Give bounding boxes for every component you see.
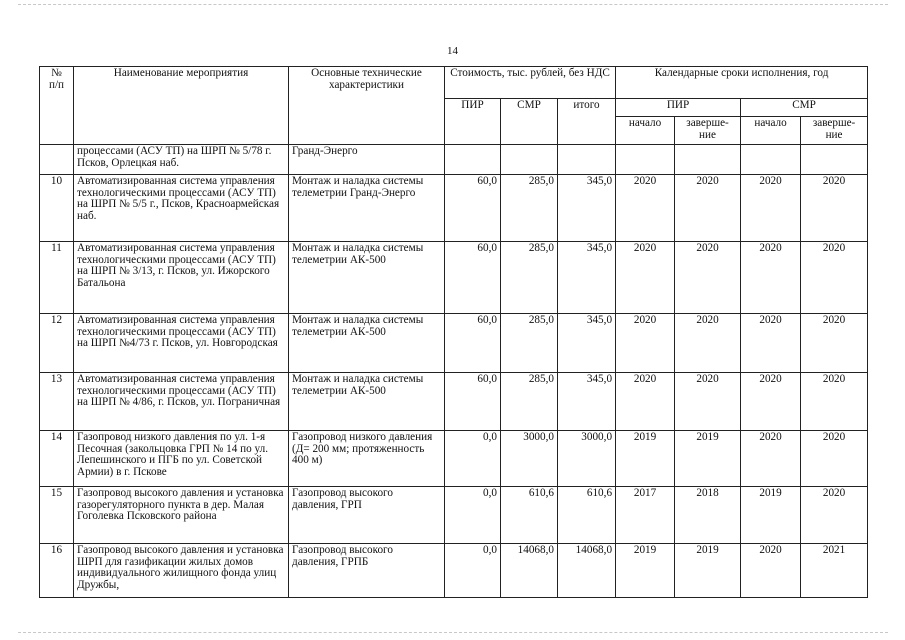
table-row bbox=[40, 175, 868, 242]
row-number: 14 bbox=[40, 431, 74, 487]
row-pir-start: 2020 bbox=[616, 314, 675, 373]
row-cost-total: 14068,0 bbox=[558, 544, 616, 598]
row-smr-start: 2020 bbox=[741, 431, 801, 487]
row-smr-end: 2020 bbox=[801, 242, 868, 314]
row-cost-smr: 3000,0 bbox=[501, 431, 558, 487]
row-name: Автоматизированная система управления технологическими процессами (АСУ ТП) на ШРП № 4/86, г. Псков, ул. Пограничная bbox=[74, 373, 289, 431]
table-row bbox=[40, 544, 868, 598]
row-smr-end: 2021 bbox=[801, 544, 868, 598]
row-name: процессами (АСУ ТП) на ШРП № 5/78 г. Псков, Орлецкая наб. bbox=[74, 145, 289, 175]
row-smr-start: 2020 bbox=[741, 544, 801, 598]
row-tech: Монтаж и наладка системы телеметрии Гранд-Энерго bbox=[289, 175, 445, 242]
row-pir-start: 2019 bbox=[616, 544, 675, 598]
row-pir-end: 2020 bbox=[675, 242, 741, 314]
row-tech: Газопровод низкого давления (Д= 200 мм; протяженность 400 м) bbox=[289, 431, 445, 487]
header-pir-end: заверше- ние bbox=[675, 117, 741, 145]
row-name: Газопровод низкого давления по ул. 1-я Песочная (закольцовка ГРП № 14 по ул. Лепешинского и ПГБ по ул. Советской Армии) в г. Пскове bbox=[74, 431, 289, 487]
row-tech: Газопровод высокого давления, ГРП bbox=[289, 487, 445, 544]
row-number: 15 bbox=[40, 487, 74, 544]
row-pir-start: 2020 bbox=[616, 242, 675, 314]
row-tech: Монтаж и наладка системы телеметрии АК-500 bbox=[289, 314, 445, 373]
row-smr-start bbox=[741, 145, 801, 175]
row-cost-total: 345,0 bbox=[558, 175, 616, 242]
scan-edge-bottom bbox=[18, 632, 888, 633]
row-cost-pir: 0,0 bbox=[445, 487, 501, 544]
row-cost-smr: 285,0 bbox=[501, 373, 558, 431]
row-cost-total: 345,0 bbox=[558, 242, 616, 314]
header-pir-start: начало bbox=[616, 117, 675, 145]
row-smr-start: 2020 bbox=[741, 175, 801, 242]
row-pir-start: 2017 bbox=[616, 487, 675, 544]
table-row bbox=[40, 145, 868, 175]
page-number: 14 bbox=[447, 45, 458, 57]
row-name: Автоматизированная система управления технологическими процессами (АСУ ТП) на ШРП №4/73 г. Псков, ул. Новгородская bbox=[74, 314, 289, 373]
row-name: Газопровод высокого давления и установка газорегуляторного пункта в дер. Малая Гоголевка Псковского района bbox=[74, 487, 289, 544]
row-number: 13 bbox=[40, 373, 74, 431]
table-row bbox=[40, 314, 868, 373]
row-smr-end: 2020 bbox=[801, 314, 868, 373]
header-dates-pir: ПИР bbox=[616, 99, 741, 117]
row-cost-total: 345,0 bbox=[558, 373, 616, 431]
activities-table bbox=[39, 66, 868, 598]
row-pir-start: 2019 bbox=[616, 431, 675, 487]
row-number: 12 bbox=[40, 314, 74, 373]
row-smr-end: 2020 bbox=[801, 175, 868, 242]
row-pir-end: 2020 bbox=[675, 314, 741, 373]
header-cost-smr: СМР bbox=[501, 99, 558, 145]
row-cost-smr: 285,0 bbox=[501, 175, 558, 242]
row-smr-start: 2020 bbox=[741, 242, 801, 314]
table-row bbox=[40, 487, 868, 544]
row-smr-start: 2020 bbox=[741, 314, 801, 373]
row-pir-end: 2018 bbox=[675, 487, 741, 544]
row-pir-end bbox=[675, 145, 741, 175]
row-tech: Гранд-Энерго bbox=[289, 145, 445, 175]
table-row bbox=[40, 373, 868, 431]
row-smr-end: 2020 bbox=[801, 431, 868, 487]
header-cost-pir: ПИР bbox=[445, 99, 501, 145]
table-row bbox=[40, 431, 868, 487]
row-cost-pir: 60,0 bbox=[445, 242, 501, 314]
header-smr-end: заверше- ние bbox=[801, 117, 868, 145]
row-tech: Монтаж и наладка системы телеметрии АК-500 bbox=[289, 242, 445, 314]
row-cost-pir: 60,0 bbox=[445, 175, 501, 242]
header-tech: Основные технические характеристики bbox=[289, 67, 445, 145]
header-number: № п/п bbox=[40, 67, 74, 145]
row-tech: Монтаж и наладка системы телеметрии АК-500 bbox=[289, 373, 445, 431]
row-number bbox=[40, 145, 74, 175]
row-cost-pir: 0,0 bbox=[445, 431, 501, 487]
row-cost-smr: 285,0 bbox=[501, 314, 558, 373]
row-smr-start: 2020 bbox=[741, 373, 801, 431]
row-cost-pir bbox=[445, 145, 501, 175]
header-cost: Стоимость, тыс. рублей, без НДС bbox=[445, 67, 616, 99]
row-smr-end: 2020 bbox=[801, 487, 868, 544]
row-smr-end bbox=[801, 145, 868, 175]
header-dates: Календарные сроки исполнения, год bbox=[616, 67, 868, 99]
row-pir-start: 2020 bbox=[616, 175, 675, 242]
row-smr-start: 2019 bbox=[741, 487, 801, 544]
row-cost-pir: 60,0 bbox=[445, 314, 501, 373]
row-smr-end: 2020 bbox=[801, 373, 868, 431]
scan-edge-top bbox=[18, 4, 888, 5]
header-name: Наименование мероприятия bbox=[74, 67, 289, 145]
row-name: Автоматизированная система управления технологическими процессами (АСУ ТП) на ШРП № 5/5 г., Псков, Красноармейская наб. bbox=[74, 175, 289, 242]
row-cost-smr: 610,6 bbox=[501, 487, 558, 544]
row-cost-pir: 0,0 bbox=[445, 544, 501, 598]
row-pir-end: 2019 bbox=[675, 544, 741, 598]
row-cost-total: 610,6 bbox=[558, 487, 616, 544]
row-cost-total: 3000,0 bbox=[558, 431, 616, 487]
header-cost-total: итого bbox=[558, 99, 616, 145]
row-cost-smr bbox=[501, 145, 558, 175]
row-pir-end: 2019 bbox=[675, 431, 741, 487]
row-pir-start bbox=[616, 145, 675, 175]
header-smr-start: начало bbox=[741, 117, 801, 145]
row-pir-end: 2020 bbox=[675, 175, 741, 242]
row-cost-total: 345,0 bbox=[558, 314, 616, 373]
row-pir-start: 2020 bbox=[616, 373, 675, 431]
row-cost-smr: 285,0 bbox=[501, 242, 558, 314]
header-dates-smr: СМР bbox=[741, 99, 868, 117]
row-name: Автоматизированная система управления технологическими процессами (АСУ ТП) на ШРП № 3/13, г. Псков, ул. Ижорского Батальона bbox=[74, 242, 289, 314]
row-cost-total bbox=[558, 145, 616, 175]
row-number: 11 bbox=[40, 242, 74, 314]
row-number: 16 bbox=[40, 544, 74, 598]
row-pir-end: 2020 bbox=[675, 373, 741, 431]
row-tech: Газопровод высокого давления, ГРПБ bbox=[289, 544, 445, 598]
row-name: Газопровод высокого давления и установка ШРП для газификации жилых домов индивидуального жилищного фонда улиц Дружбы, bbox=[74, 544, 289, 598]
row-cost-pir: 60,0 bbox=[445, 373, 501, 431]
row-cost-smr: 14068,0 bbox=[501, 544, 558, 598]
row-number: 10 bbox=[40, 175, 74, 242]
table-row bbox=[40, 242, 868, 314]
